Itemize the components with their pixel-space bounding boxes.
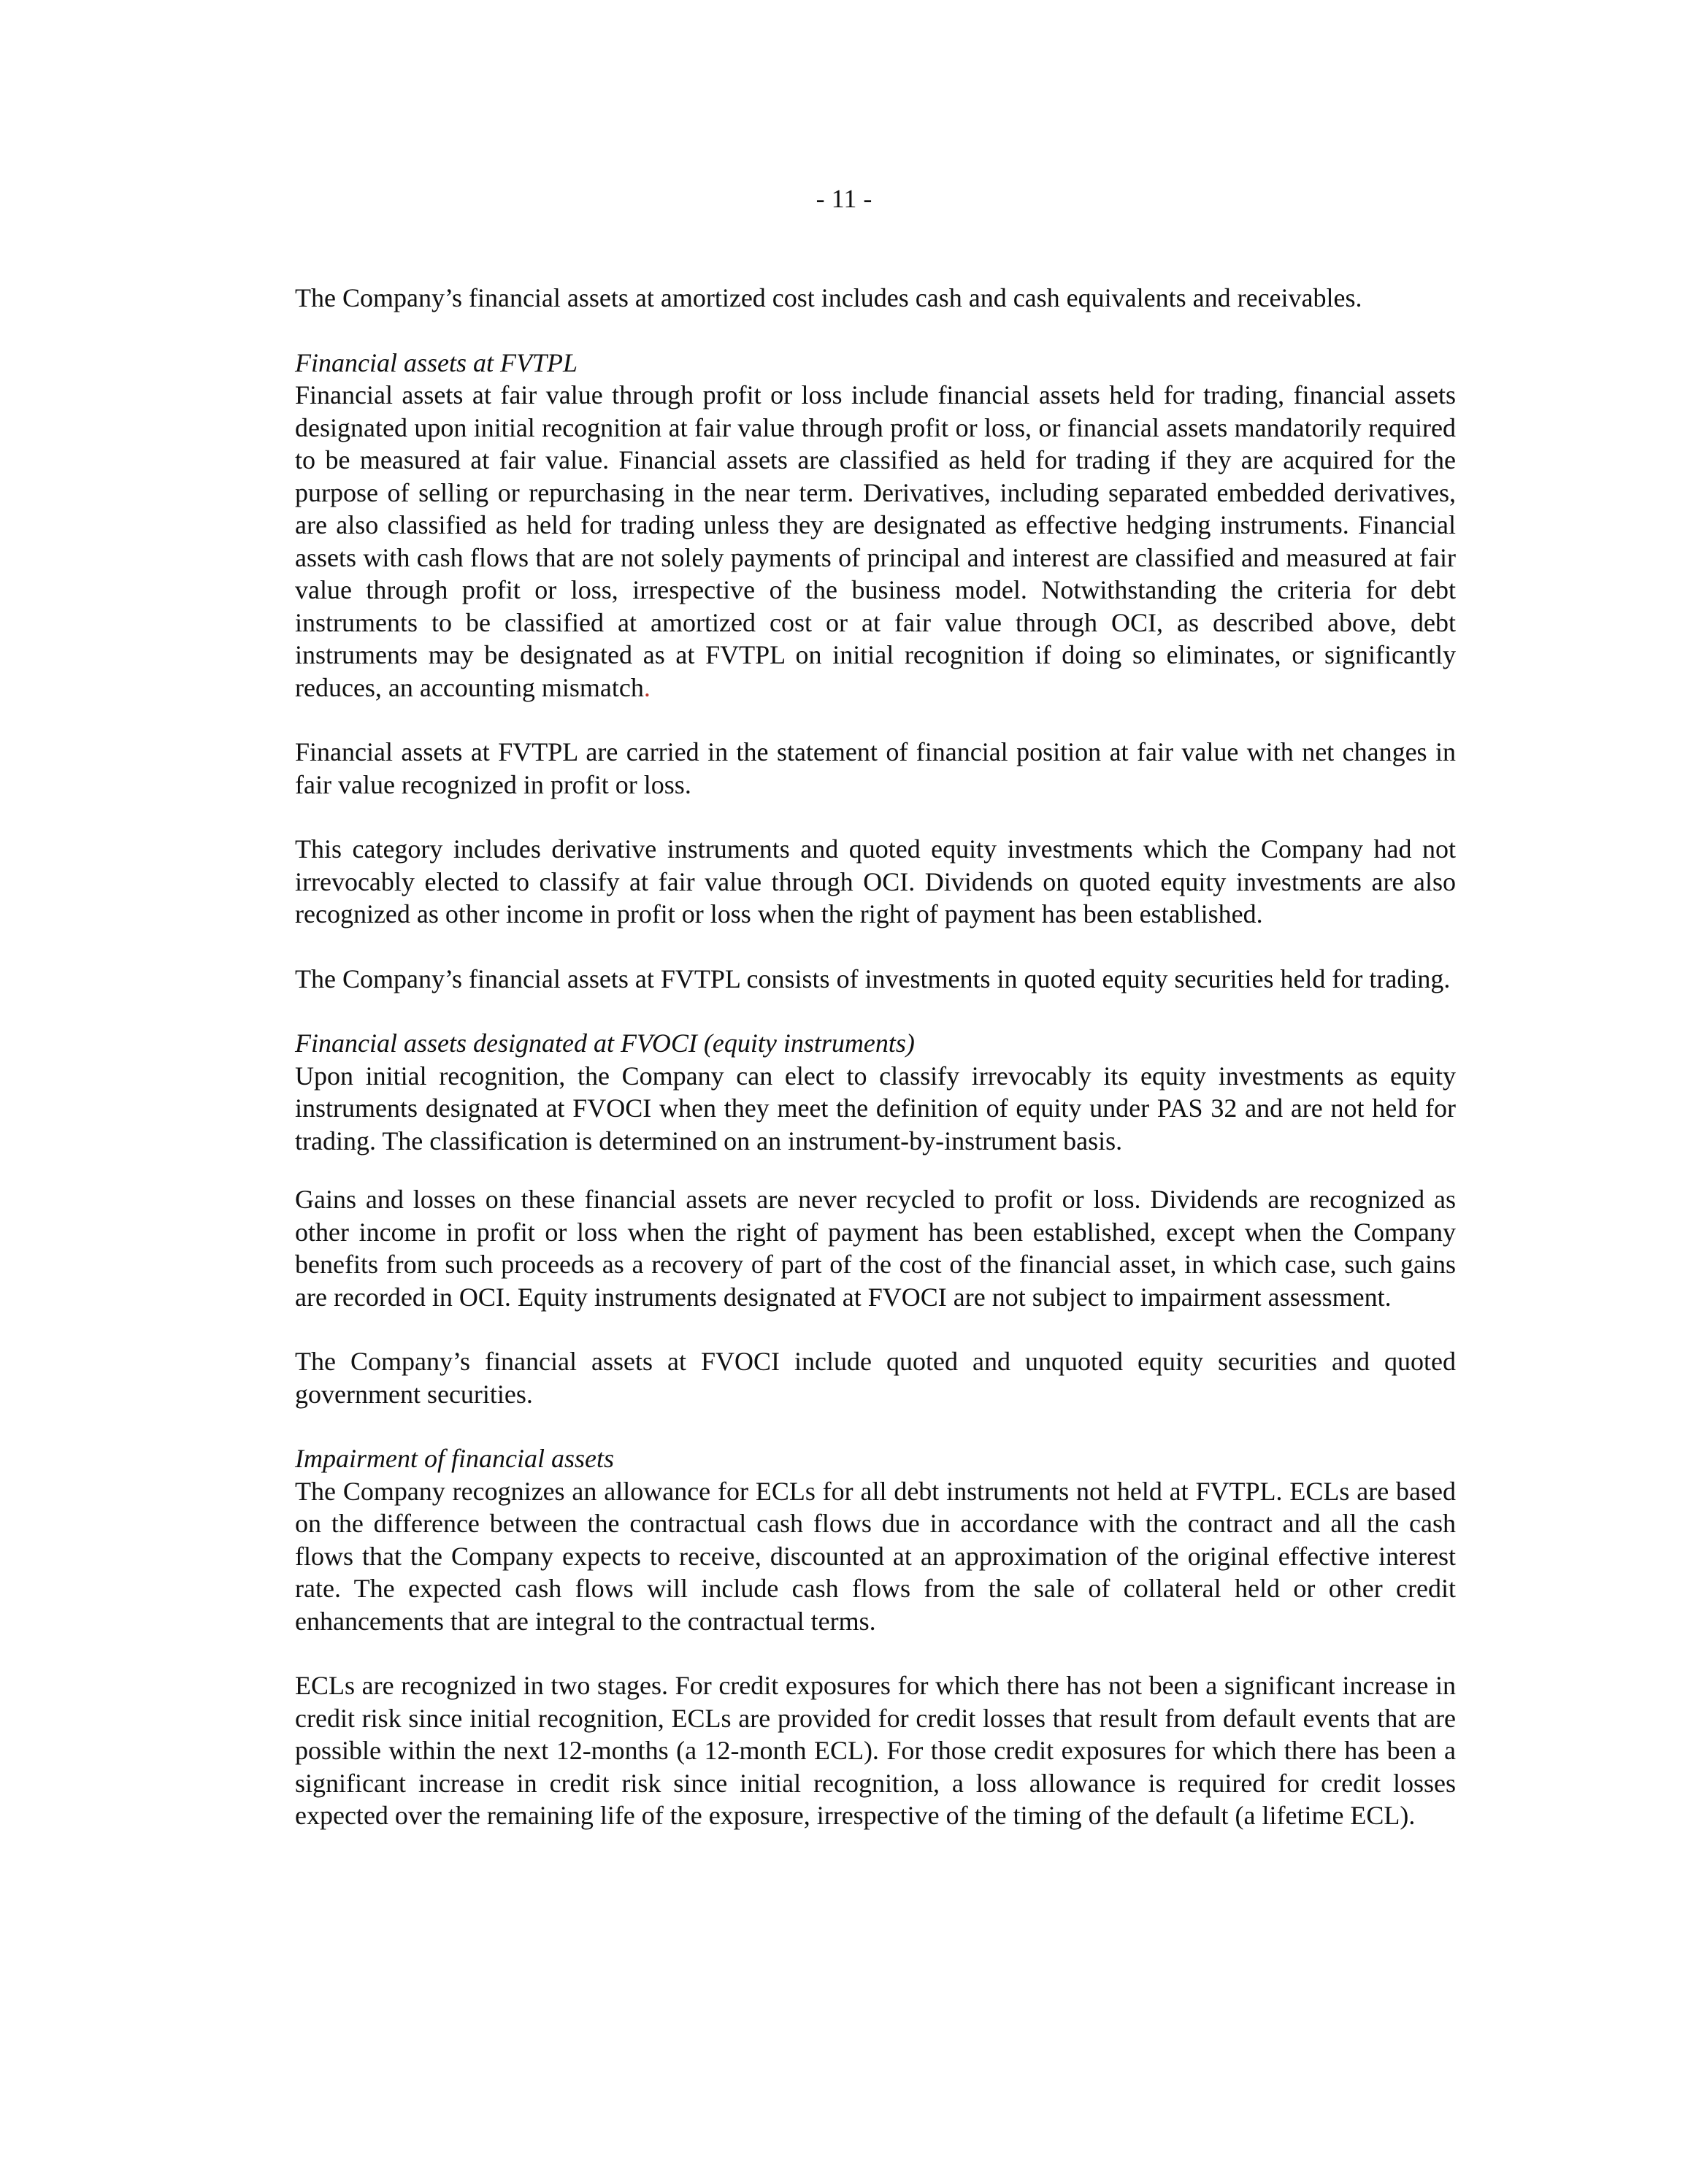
paragraph-fvoci-recognition: Upon initial recognition, the Company can elect to classify irrevocably its equity investments as equity instruments designated at FVOCI when they meet the definition of equity under PAS 32 and are not held for trading. The classification is determined on an instrument-by-instrument basis. [295, 1061, 1456, 1156]
paragraph-fvtpl-company: The Company’s financial assets at FVTPL consists of investments in quoted equity securities held for trading. [295, 964, 1451, 993]
paragraph-fvoci-gains-losses: Gains and losses on these financial assets are never recycled to profit or loss. Dividends are recognized as other income in profit or loss when the right of payment has been established, except when the Company benefits from such proceeds as a recovery of part of the cost of the financial asset, in which case, such gains are recorded in OCI. Equity instruments designated at FVOCI are not subject to impairment assessment. [295, 1185, 1456, 1312]
heading-impairment: Impairment of financial assets [295, 1444, 614, 1473]
page-number: - 11 - [816, 184, 872, 213]
paragraph-impairment-stages: ECLs are recognized in two stages. For credit exposures for which there has not been a significant increase in credit risk since initial recognition, ECLs are provided for credit losses that result from default events that are possible within the next 12-months (a 12-month ECL). For those credit exposures for which there has been a significant increase in credit risk since initial recognition, a loss allowance is required for credit losses expected over the remaining life of the exposure, irrespective of the timing of the default (a lifetime ECL). [295, 1671, 1456, 1830]
paragraph-fvtpl-definition-end: . [643, 672, 651, 702]
paragraph-fvtpl-category: This category includes derivative instruments and quoted equity investments which the Company had not irrevocably elected to classify at fair value through OCI. Dividends on quoted equity investments are also recognized as other income in profit or loss when the right of payment has been established. [295, 834, 1456, 928]
paragraph-fvoci-company: The Company’s financial assets at FVOCI include quoted and unquoted equity securities and quoted government securities. [295, 1347, 1456, 1409]
paragraph-impairment-allowance: The Company recognizes an allowance for ECLs for all debt instruments not held at FVTPL. ECLs are based on the difference between the contractual cash flows due in accordance with the contract and all the cash flows that the Company expects to receive, discounted at an approximation of the original effective interest rate. The expected cash flows will include cash flows from the sale of collateral held or other credit enhancements that are integral to the contractual terms. [295, 1476, 1456, 1636]
heading-fvoci: Financial assets designated at FVOCI (equity instruments) [295, 1028, 915, 1058]
page-content [295, 282, 1456, 1832]
paragraph-amortized-cost: The Company’s financial assets at amortized cost includes cash and cash equivalents and receivables. [295, 283, 1362, 312]
heading-fvtpl: Financial assets at FVTPL [295, 347, 578, 377]
paragraph-fvtpl-definition-text: Financial assets at fair value through profit or loss include financial assets held for trading, financial assets designated upon initial recognition at fair value through profit or loss, or financial assets mandatorily required to be measured at fair value. Financial assets are classified as held for trading if they are acquired for the purpose of selling or repurchasing in the near term. Derivatives, including separated embedded derivatives, are also classified as held for trading unless they are designated as effective hedging instruments. Financial assets with cash flows that are not solely payments of principal and interest are classified and measured at fair value through profit or loss, irrespective of the business model. Notwithstanding the criteria for debt instruments to be classified at amortized cost or at fair value through OCI, as described above, debt instruments may be designated as at FVTPL on initial recognition if doing so eliminates, or significantly reduces, an accounting mismatch [295, 380, 1456, 702]
paragraph-fvtpl-definition [295, 379, 1456, 704]
paragraph-fvtpl-carrying: Financial assets at FVTPL are carried in the statement of financial position at fair value with net changes in fair value recognized in profit or loss. [295, 737, 1456, 799]
